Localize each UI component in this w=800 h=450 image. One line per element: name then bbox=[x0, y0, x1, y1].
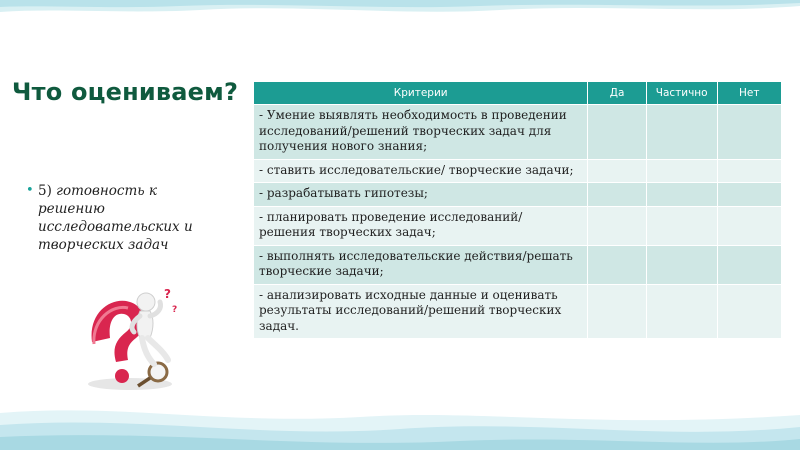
bullet-text: готовность к решению исследовательских и творческих задач bbox=[38, 183, 193, 253]
criteria-table bbox=[254, 82, 782, 339]
bottom-wave-decoration bbox=[0, 395, 800, 450]
yes-cell[interactable] bbox=[588, 183, 646, 207]
partially-cell[interactable] bbox=[647, 246, 718, 285]
bullet-number: 5) bbox=[38, 183, 57, 199]
question-mark-figure-icon bbox=[78, 284, 188, 394]
yes-cell[interactable] bbox=[588, 285, 646, 340]
table-row bbox=[254, 285, 782, 340]
no-cell[interactable] bbox=[718, 285, 782, 340]
criterion-cell: - выполнять исследовательские действия/решать творческие задачи; bbox=[254, 246, 588, 285]
partially-cell[interactable] bbox=[647, 160, 718, 184]
no-cell[interactable] bbox=[718, 105, 782, 160]
top-wave-decoration bbox=[0, 0, 800, 30]
table-row bbox=[254, 160, 782, 184]
no-cell[interactable] bbox=[718, 207, 782, 246]
partially-cell[interactable] bbox=[647, 105, 718, 160]
header-no: Нет bbox=[718, 82, 782, 105]
table-row bbox=[254, 207, 782, 246]
slide-title: Что оцениваем? bbox=[12, 78, 239, 106]
criterion-cell: - разрабатывать гипотезы; bbox=[254, 183, 588, 207]
criterion-cell: - анализировать исходные данные и оценивать результаты исследований/решений творческих задач. bbox=[254, 285, 588, 340]
table-row bbox=[254, 183, 782, 207]
header-yes: Да bbox=[588, 82, 646, 105]
criterion-cell: - ставить исследовательские/ творческие задачи; bbox=[254, 160, 588, 184]
table-row bbox=[254, 246, 782, 285]
yes-cell[interactable] bbox=[588, 246, 646, 285]
partially-cell[interactable] bbox=[647, 207, 718, 246]
criterion-cell: - планировать проведение исследований/ решения творческих задач; bbox=[254, 207, 588, 246]
criterion-cell: - Умение выявлять необходимость в проведении исследований/решений творческих задач для получения нового знания; bbox=[254, 105, 588, 160]
yes-cell[interactable] bbox=[588, 160, 646, 184]
svg-text:?: ? bbox=[164, 287, 171, 301]
partially-cell[interactable] bbox=[647, 183, 718, 207]
header-partially: Частично bbox=[647, 82, 718, 105]
no-cell[interactable] bbox=[718, 246, 782, 285]
no-cell[interactable] bbox=[718, 160, 782, 184]
bullet-dot-icon: • bbox=[26, 183, 34, 198]
no-cell[interactable] bbox=[718, 183, 782, 207]
table-header-row bbox=[254, 82, 782, 105]
yes-cell[interactable] bbox=[588, 207, 646, 246]
yes-cell[interactable] bbox=[588, 105, 646, 160]
header-criteria: Критерии bbox=[254, 82, 588, 105]
bullet-item bbox=[28, 182, 228, 254]
svg-text:?: ? bbox=[172, 305, 178, 315]
partially-cell[interactable] bbox=[647, 285, 718, 340]
table-row bbox=[254, 105, 782, 160]
